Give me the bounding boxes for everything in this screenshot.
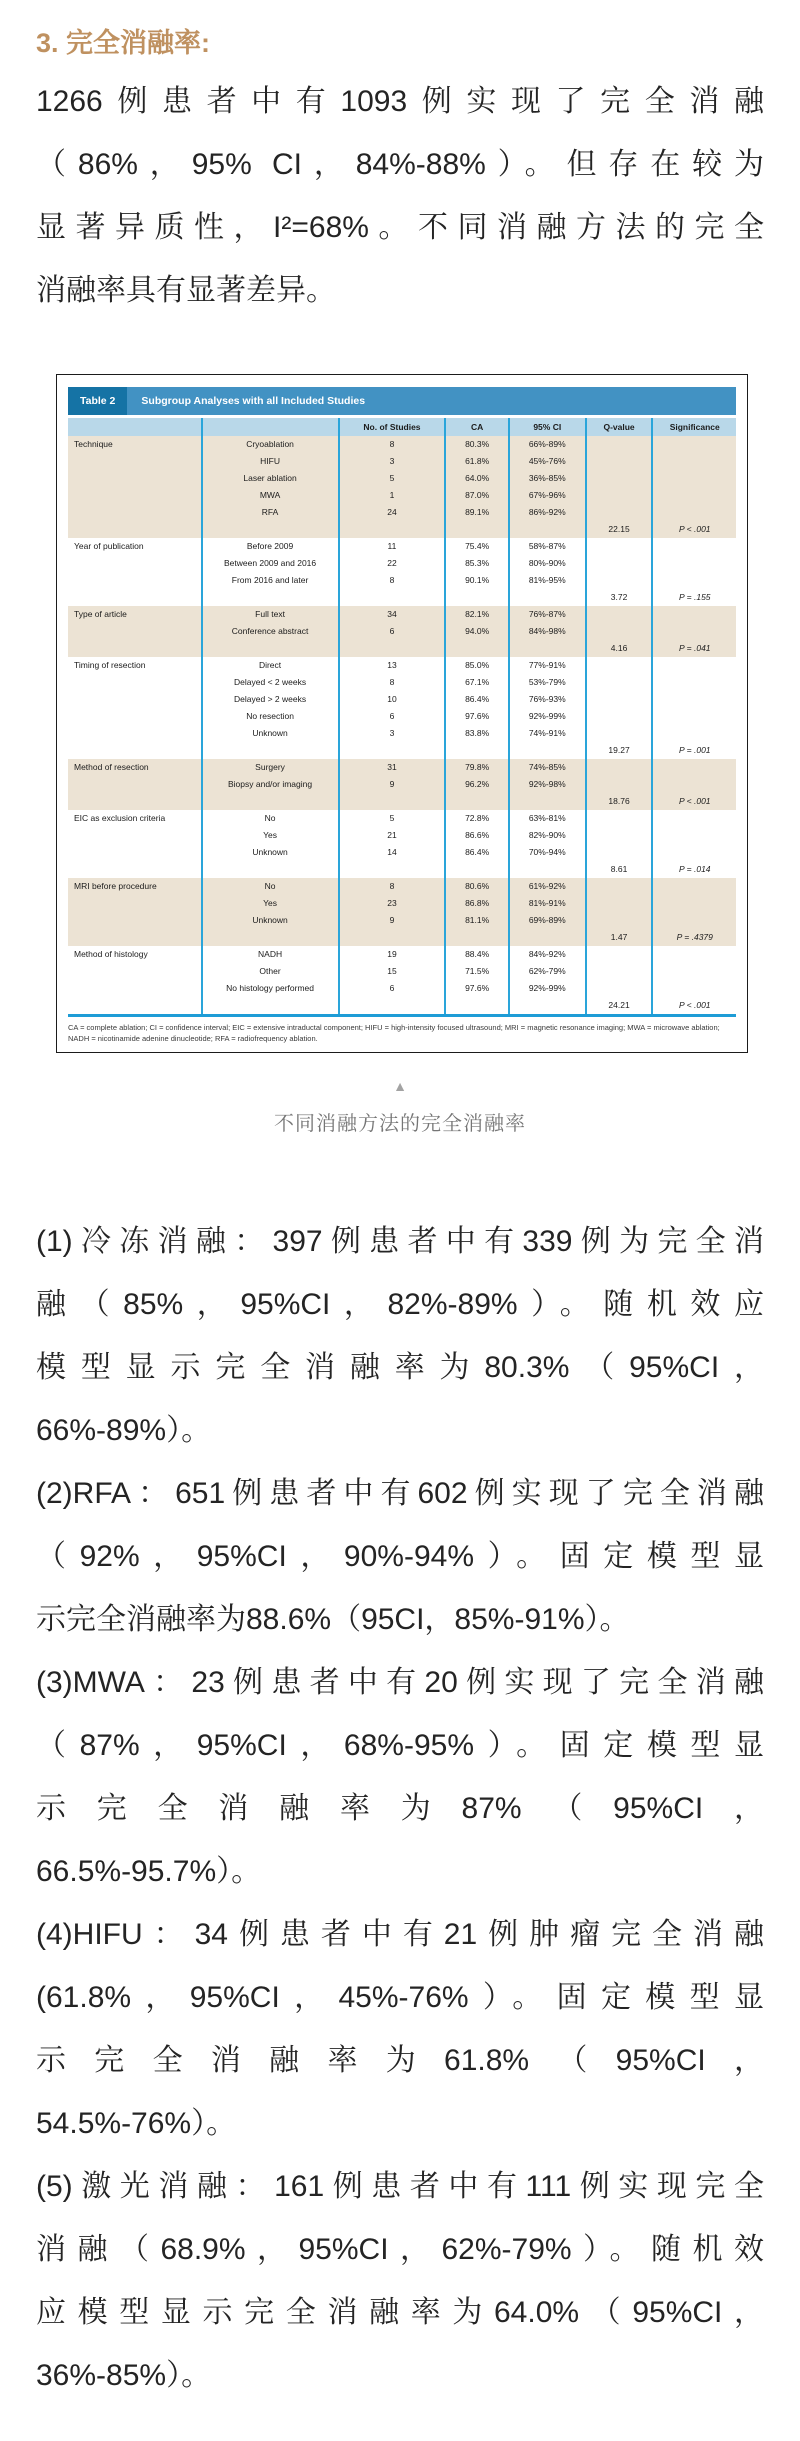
table-cell: 66%-89%	[509, 436, 586, 453]
table-cell: Cryoablation	[202, 436, 339, 453]
table-category-cell: Method of resection	[68, 759, 202, 810]
table-cell: 53%-79%	[509, 674, 586, 691]
table-cell	[652, 776, 736, 793]
table-cell	[586, 572, 653, 589]
table-cell: P = .155	[652, 589, 736, 606]
table-cell	[339, 521, 446, 538]
text-line: （86%，95% CI，84%-88%）。但存在较为	[36, 148, 764, 181]
table-header-cell: Q-value	[586, 418, 653, 436]
table-cell	[586, 725, 653, 742]
text-line: （92%，95%CI，90%-94%）。固定模型显	[36, 1540, 764, 1573]
table-cell	[202, 640, 339, 657]
table-cell: 82.1%	[445, 606, 508, 623]
table-cell: 4.16	[586, 640, 653, 657]
table-cell: HIFU	[202, 453, 339, 470]
table-cell: Full text	[202, 606, 339, 623]
table-cell: P = .014	[652, 861, 736, 878]
table-body	[68, 436, 736, 1016]
text-line: (2)RFA：651例患者中有602例实现了完全消融	[36, 1477, 764, 1510]
triangle-up-icon: ▲	[393, 1078, 407, 1094]
table-cell	[445, 640, 508, 657]
table-cell	[445, 861, 508, 878]
table-row	[68, 436, 736, 453]
text-line: 消融（68.9%，95%CI，62%-79%）。随机效	[36, 2233, 764, 2266]
table-cell: Yes	[202, 895, 339, 912]
table-cell	[339, 997, 446, 1016]
table-cell: 86.4%	[445, 844, 508, 861]
table-cell: Unknown	[202, 844, 339, 861]
table-cell	[586, 963, 653, 980]
table-cell: 86.4%	[445, 691, 508, 708]
table-cell: 87.0%	[445, 487, 508, 504]
table-cell: Delayed > 2 weeks	[202, 691, 339, 708]
table-cell	[586, 878, 653, 895]
table-cell: 92%-99%	[509, 708, 586, 725]
table-cell: 23	[339, 895, 446, 912]
table-cell: 61%-92%	[509, 878, 586, 895]
table-cell: 74%-85%	[509, 759, 586, 776]
table-category-cell: EIC as exclusion criteria	[74, 813, 166, 823]
table-cell: 63%-81%	[509, 810, 586, 827]
table-cell	[509, 793, 586, 810]
numbered-paragraph	[36, 1210, 764, 1462]
table-cell: 14	[339, 844, 446, 861]
table-cell	[339, 640, 446, 657]
numbered-paragraph	[36, 1651, 764, 1903]
table-cell: No histology performed	[202, 980, 339, 997]
table-cell: 8.61	[586, 861, 653, 878]
table-cell	[652, 538, 736, 555]
table-cell: 92%-98%	[509, 776, 586, 793]
text-line: (4)HIFU：34例患者中有21例肿瘤完全消融	[36, 1918, 764, 1951]
table-cell: Delayed < 2 weeks	[202, 674, 339, 691]
table-cell: 88.4%	[445, 946, 508, 963]
text-line: 示完全消融率为87%（95%CI，	[36, 1792, 764, 1825]
table-cell: 74%-91%	[509, 725, 586, 742]
text-line: 消融率具有显著差异。	[36, 274, 336, 307]
text-line: 示完全消融率为61.8%（95%CI，	[36, 2044, 764, 2077]
table-footnote: CA = complete ablation; CI = confidence interval; EIC = extensive intraductal component; HIFU = high-intensity focused ultrasound; MRI = magnetic resonance imaging; MWA = microwave ablation; NADH = nicotinamide adenine dinucleotide; RFA = radiofrequency ablation.	[68, 1023, 720, 1043]
table-cell	[586, 946, 653, 963]
table-cell	[652, 912, 736, 929]
table-cell	[202, 521, 339, 538]
text-line: 模型显示完全消融率为80.3%（95%CI，	[36, 1351, 764, 1384]
table-cell: 94.0%	[445, 623, 508, 640]
table-cell: P < .001	[652, 793, 736, 810]
table-category-cell: Technique	[68, 436, 202, 538]
text-line: (61.8%，95%CI，45%-76%）。固定模型显	[36, 1981, 764, 2014]
table-row	[68, 759, 736, 776]
table-cell: 24.21	[586, 997, 653, 1016]
table-cell	[586, 453, 653, 470]
table-cell: No	[202, 810, 339, 827]
table-cell	[652, 487, 736, 504]
table-cell: 96.2%	[445, 776, 508, 793]
table-cell	[652, 657, 736, 674]
table-cell	[445, 742, 508, 759]
table-cell	[586, 504, 653, 521]
table-cell	[445, 521, 508, 538]
section-heading: 3. 完全消融率:	[36, 28, 211, 58]
table-cell	[586, 538, 653, 555]
table-cell: 86.6%	[445, 827, 508, 844]
table-cell: 97.6%	[445, 708, 508, 725]
table-cell: 3.72	[586, 589, 653, 606]
table-cell: Conference abstract	[202, 623, 339, 640]
table-cell	[652, 895, 736, 912]
table-cell: 22.15	[586, 521, 653, 538]
table-cell	[652, 878, 736, 895]
table-header-cell: Significance	[652, 418, 736, 436]
table-cell: Before 2009	[202, 538, 339, 555]
table-cell: Surgery	[202, 759, 339, 776]
table-cell: 81%-91%	[509, 895, 586, 912]
table-cell	[202, 793, 339, 810]
table-cell: 80.6%	[445, 878, 508, 895]
table-cell: 6	[339, 708, 446, 725]
table-cell: 8	[339, 878, 446, 895]
text-line: （87%，95%CI，68%-95%）。固定模型显	[36, 1729, 764, 1762]
table-cell: 90.1%	[445, 572, 508, 589]
table-cell: 80%-90%	[509, 555, 586, 572]
table-cell: Between 2009 and 2016	[202, 555, 339, 572]
table-cell: No resection	[202, 708, 339, 725]
table-cell: 72.8%	[445, 810, 508, 827]
table-cell	[652, 827, 736, 844]
text-line: 66%-89%）。	[36, 1414, 212, 1447]
table-cell: 81%-95%	[509, 572, 586, 589]
table-cell	[509, 929, 586, 946]
table-cell	[339, 861, 446, 878]
table-cell	[652, 963, 736, 980]
table-header-row	[68, 418, 736, 436]
table-cell	[339, 589, 446, 606]
table-cell	[586, 912, 653, 929]
table-cell: 3	[339, 453, 446, 470]
table-cell	[445, 929, 508, 946]
text-line: 应模型显示完全消融率为64.0%（95%CI，	[36, 2296, 764, 2329]
table-cell: 84%-98%	[509, 623, 586, 640]
table-cell: NADH	[202, 946, 339, 963]
text-line: (5)激光消融：161例患者中有111例实现完全	[36, 2170, 764, 2203]
table-cell	[339, 929, 446, 946]
table-cell	[586, 980, 653, 997]
table-cell	[652, 946, 736, 963]
table-cell	[652, 436, 736, 453]
table-cell	[586, 606, 653, 623]
table-cell: 71.5%	[445, 963, 508, 980]
text-line: (3)MWA：23例患者中有20例实现了完全消融	[36, 1666, 764, 1699]
table-category-cell: MRI before procedure	[68, 878, 202, 946]
table-cell	[586, 657, 653, 674]
table-cell	[652, 980, 736, 997]
table-cell	[586, 844, 653, 861]
table-cell: 45%-76%	[509, 453, 586, 470]
table-cell: 9	[339, 776, 446, 793]
intro-paragraph	[36, 70, 764, 322]
table-cell: Yes	[202, 827, 339, 844]
table-cell: RFA	[202, 504, 339, 521]
table-cell	[509, 589, 586, 606]
table-cell: 64.0%	[445, 470, 508, 487]
table-cell: MWA	[202, 487, 339, 504]
subgroup-analyses-table	[68, 418, 736, 1017]
table-category-cell: Year of publication	[74, 541, 144, 551]
table-cell	[586, 776, 653, 793]
table-cell	[652, 759, 736, 776]
table-cell	[509, 997, 586, 1016]
table-cell	[586, 827, 653, 844]
table-header-cell	[202, 418, 339, 436]
table-cell	[652, 708, 736, 725]
table-cell	[586, 487, 653, 504]
table-cell	[586, 691, 653, 708]
table-cell	[586, 555, 653, 572]
table-cell: 83.8%	[445, 725, 508, 742]
table-cell: 85.3%	[445, 555, 508, 572]
table-cell: 5	[339, 470, 446, 487]
table-cell: 19	[339, 946, 446, 963]
table-cell: 62%-79%	[509, 963, 586, 980]
table-cell: 10	[339, 691, 446, 708]
table-cell	[652, 623, 736, 640]
table-row	[68, 538, 736, 555]
numbered-paragraph	[36, 2155, 764, 2407]
text-line: 54.5%-76%）。	[36, 2107, 237, 2140]
table-cell: 70%-94%	[509, 844, 586, 861]
table-cell: 85.0%	[445, 657, 508, 674]
table-cell	[652, 606, 736, 623]
table-cell	[509, 640, 586, 657]
table-cell: P < .001	[652, 521, 736, 538]
table-cell: 75.4%	[445, 538, 508, 555]
table-header-cell	[68, 418, 202, 436]
text-line: 示完全消融率为88.6%（95CI，85%-91%）。	[36, 1603, 630, 1636]
table-cell: 5	[339, 810, 446, 827]
table-cell: 8	[339, 674, 446, 691]
table-cell: 76%-87%	[509, 606, 586, 623]
table-cell: 92%-99%	[509, 980, 586, 997]
text-line: 融（85%，95%CI，82%-89%）。随机效应	[36, 1288, 764, 1321]
table-cell: 24	[339, 504, 446, 521]
table-header-cell: No. of Studies	[339, 418, 446, 436]
table-cell: Biopsy and/or imaging	[202, 776, 339, 793]
table-cell: 77%-91%	[509, 657, 586, 674]
table-cell: 9	[339, 912, 446, 929]
table-cell	[445, 589, 508, 606]
table-cell: 84%-92%	[509, 946, 586, 963]
table-cell: 79.8%	[445, 759, 508, 776]
table-cell	[652, 504, 736, 521]
text-line: (1)冷冻消融：397例患者中有339例为完全消	[36, 1225, 764, 1258]
table-cell: 82%-90%	[509, 827, 586, 844]
table-cell: 22	[339, 555, 446, 572]
table-cell: 21	[339, 827, 446, 844]
table-cell: Unknown	[202, 725, 339, 742]
table-cell: 1	[339, 487, 446, 504]
table-cell: 86.8%	[445, 895, 508, 912]
table-cell: From 2016 and later	[202, 572, 339, 589]
table-cell: 69%-89%	[509, 912, 586, 929]
table-cell: 15	[339, 963, 446, 980]
table-cell	[202, 929, 339, 946]
table-cell	[339, 742, 446, 759]
table-cell: 1.47	[586, 929, 653, 946]
table-cell	[202, 861, 339, 878]
table-cell: Laser ablation	[202, 470, 339, 487]
table-header-cell: 95% CI	[509, 418, 586, 436]
table-title: Subgroup Analyses with all Included Studies	[141, 395, 366, 407]
table-cell: 13	[339, 657, 446, 674]
table-cell: 19.27	[586, 742, 653, 759]
table-cell: 31	[339, 759, 446, 776]
table-cell	[586, 623, 653, 640]
table-cell	[652, 470, 736, 487]
table-cell	[586, 895, 653, 912]
table-cell	[202, 742, 339, 759]
table-category-cell: Type of article	[68, 606, 202, 657]
table-cell: Other	[202, 963, 339, 980]
table-cell	[652, 572, 736, 589]
table-cell	[202, 589, 339, 606]
table-label: Table 2	[68, 387, 127, 415]
table-cell: 80.3%	[445, 436, 508, 453]
table-row	[68, 878, 736, 895]
table-cell: 67.1%	[445, 674, 508, 691]
table-cell: 8	[339, 572, 446, 589]
table-cell: 61.8%	[445, 453, 508, 470]
table-figure-image[interactable]	[56, 374, 748, 1053]
table-cell: 67%-96%	[509, 487, 586, 504]
text-line: 36%-85%）。	[36, 2359, 212, 2392]
table-category-cell: Method of histology	[74, 949, 148, 959]
table-cell	[652, 674, 736, 691]
table-cell: P = .4379	[652, 929, 736, 946]
table-cell	[339, 793, 446, 810]
table-cell	[652, 555, 736, 572]
text-line: 1266例患者中有1093例实现了完全消融	[36, 85, 764, 118]
paragraph-list	[36, 1210, 764, 2407]
table-cell	[445, 793, 508, 810]
table-cell: 18.76	[586, 793, 653, 810]
table-cell	[509, 521, 586, 538]
table-cell	[202, 997, 339, 1016]
table-cell	[586, 759, 653, 776]
numbered-paragraph	[36, 1903, 764, 2155]
table-cell: 34	[339, 606, 446, 623]
table-cell: 58%-87%	[509, 538, 586, 555]
table-row	[68, 810, 736, 827]
table-category-cell: Timing of resection	[74, 660, 146, 670]
table-cell: 89.1%	[445, 504, 508, 521]
table-cell	[652, 844, 736, 861]
table-cell	[586, 810, 653, 827]
table-cell: Direct	[202, 657, 339, 674]
table-cell: P < .001	[652, 997, 736, 1016]
text-line: 显著异质性，I²=68%。不同消融方法的完全	[36, 211, 764, 244]
table-cell	[586, 470, 653, 487]
table-cell	[509, 742, 586, 759]
table-header-cell: CA	[445, 418, 508, 436]
figure-caption: 不同消融方法的完全消融率	[274, 1113, 526, 1135]
table-row	[68, 946, 736, 963]
table-cell: P = .001	[652, 742, 736, 759]
table-cell: Unknown	[202, 912, 339, 929]
table-cell	[509, 861, 586, 878]
table-cell: 6	[339, 623, 446, 640]
table-cell: 86%-92%	[509, 504, 586, 521]
table-cell	[586, 436, 653, 453]
table-cell: 8	[339, 436, 446, 453]
table-cell: 97.6%	[445, 980, 508, 997]
table-cell	[652, 725, 736, 742]
table-cell: 76%-93%	[509, 691, 586, 708]
table-cell	[652, 691, 736, 708]
table-cell: 11	[339, 538, 446, 555]
table-row	[68, 606, 736, 623]
table-cell: 3	[339, 725, 446, 742]
table-cell	[445, 997, 508, 1016]
table-title-bar	[68, 387, 736, 415]
table-cell: No	[202, 878, 339, 895]
table-row	[68, 657, 736, 674]
table-cell	[586, 708, 653, 725]
table-cell: P = .041	[652, 640, 736, 657]
table-cell: 6	[339, 980, 446, 997]
numbered-paragraph	[36, 1462, 764, 1651]
table-cell	[652, 453, 736, 470]
table-cell	[652, 810, 736, 827]
text-line: 66.5%-95.7%）。	[36, 1855, 262, 1888]
table-cell: 81.1%	[445, 912, 508, 929]
table-cell: 36%-85%	[509, 470, 586, 487]
table-cell	[586, 674, 653, 691]
